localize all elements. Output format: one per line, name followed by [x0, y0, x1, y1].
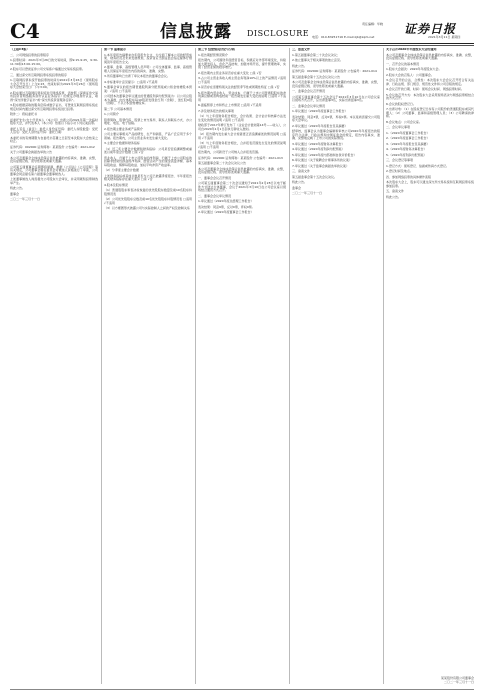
paragraph: 1.第五届董事会第二十次会议决议； — [292, 52, 340, 57]
column-heading: 三、备查文件 — [292, 48, 311, 51]
paragraph: 特此公告。 — [386, 194, 402, 199]
paragraph: 本公司及监事会全体成员保证信息披露的内容真实、准确、完整，没有虚假记载、误导性陈述或重大遗漏。 — [292, 80, 380, 88]
paragraph: 报告期内，公司新设子公司纳入合并报表范围。 — [198, 150, 262, 154]
footer-company: 某某股份有限公司董事会 — [440, 676, 474, 680]
masthead — [10, 20, 474, 42]
paragraph: 3.股东根据获取的服务密码或数字证书，可登录互联网投票系统在规定时间内通过深交所互联网投票系统进行投票。 — [10, 103, 98, 111]
column-separator — [289, 48, 290, 684]
paragraph: 7.出席对象：（1）在股权登记日持有公司股份的普通股股东或其代理人；（2）公司董事、监事和高级管理人员；（3）公司聘请的律师。 — [386, 107, 474, 118]
paragraph: 2.报告期主要业务或产品简介 — [104, 126, 143, 131]
paragraph: 本公司及董事会全体成员保证信息披露的内容真实、准确、完整，没有虚假记载、误导性陈述或重大遗漏。 — [198, 166, 286, 174]
text-columns — [10, 48, 474, 688]
paragraph: 5.会议的召开方式：本次股东大会采用现场表决与网络投票相结合的方式召开。 — [386, 92, 474, 100]
text-column — [10, 48, 98, 686]
paragraph: 8.会议地点：公司会议室。 — [386, 119, 422, 124]
paragraph: （2）报告期内发生重大会计差错更正需追溯重述的情况说明 □适用 √不适用 — [198, 132, 286, 140]
paragraph: 5.《2020年度利润分配预案》 — [386, 152, 427, 157]
paragraph: 5.董事会审议的报告期普通股利润分配预案或公积金转增股本预案：√适用 □不适用 — [104, 85, 192, 93]
paragraph: 一、董事会会议召开情况 — [198, 175, 232, 180]
text-column — [386, 48, 474, 686]
column-heading: 第三节 经营情况讨论与分析 — [198, 48, 236, 51]
paragraph: 2.股东通过互联网投票系统进行网络投票，需按照《深圳证券交易所投资者网络服务身份认证业务指引》的规定办理身份认证，取得“深交所数字证书”或“深交所投资者服务密码”。 — [10, 90, 98, 102]
masthead-rule-thin — [10, 45, 474, 46]
paragraph: 三、备查文件 — [292, 169, 311, 173]
paragraph: 关于公司董事会换届选举的公告 — [10, 150, 53, 154]
paragraph: 一、监事会会议召开情况 — [292, 89, 326, 93]
paragraph: 6.会议的股权登记日。 — [386, 101, 416, 106]
paragraph: 2.董事、监事、高级管理人员声明：公司全体董事、监事、高级管理人员保证年度报告内容的真实、准确、完整。 — [104, 65, 192, 73]
paragraph: 4.股本及股东情况 — [104, 182, 128, 187]
paragraph: 2.报告期内主营业务是否存在重大变化 □是 √否 — [198, 70, 262, 75]
paragraph: 第五届董事会第二十次会议决议公告 — [198, 161, 247, 165]
paragraph: 二〇二一年三月十一日 — [292, 191, 323, 195]
column-separator — [383, 48, 384, 684]
paragraph: 二、监事会会议审议情况 — [292, 103, 326, 108]
issue-date: 2021年3月11日 星期四 — [428, 35, 461, 39]
paragraph: 二、公司网络投票的投票程序 — [10, 52, 50, 57]
text-column — [104, 48, 192, 686]
footer-signoff: 二〇二一年三月十一日 — [443, 680, 474, 684]
paragraph: 1.股东大会届次：2020年年度股东大会。 — [386, 67, 442, 71]
paragraph: 3.占公司主营业务收入或主营业务利润10%以上的产品情况 √适用 □不适用 — [198, 76, 286, 84]
paragraph: 1.《2020年度董事会工作报告》 — [386, 130, 430, 135]
paragraph: 报告期内，公司围绕年度经营目标，积极应对外部环境变化，持续加大研发投入，优化产品结构，加强市场开拓，提升管理效率，实现了经营业绩的稳步增长。 — [198, 58, 286, 69]
paragraph: 3.审议通过《2020年度财务决算报告》 — [292, 141, 345, 146]
contact-line: 电话：010-83251716 E-mail:zjb@zqrb.net — [312, 35, 375, 39]
paragraph: 二、董事会会议审议情况 — [198, 193, 232, 198]
paragraph: 2.股东可以登录证券公司交易客户端通过交易系统投票。 — [10, 67, 85, 71]
paragraph: 董事会 — [10, 191, 20, 196]
paragraph: 上述董事候选人尚需提交公司股东大会审议，并采用累积投票制选举产生。 — [10, 177, 98, 185]
paragraph: 1.报告期经营情况简介 — [198, 52, 228, 57]
paragraph: 第五届监事会第十五次会议决议。 — [292, 174, 338, 179]
paragraph: 证券代码：002000 证券简称：某某股份 公告编号：2021-013 — [198, 155, 283, 160]
paragraph: 三、通过深交所互联网投票系统投票的程序 — [10, 72, 68, 77]
paragraph: 4.会议召开的日期、时间：现场会议时间、网络投票时间。 — [386, 87, 464, 91]
paragraph: （1）近三年主要会计数据和财务指标：公司是否需追溯调整或重述以前年度会计数据 □是 √否 — [104, 146, 192, 154]
paragraph: 委托人签名（盖章）：委托人身份证号码：委托人持股数量：受托人签名：受托人身份证号码：委托日期： — [10, 126, 98, 134]
paragraph: 经审核，监事会认为董事会编制和审核公司2020年年度报告的程序符合法律、行政法规和中国证监会的规定，报告内容真实、准确、完整地反映了上市公司的实际情况。 — [292, 129, 380, 140]
paragraph: 特此公告。 — [292, 180, 308, 184]
paragraph: 2.审议通过《2020年度董事会工作报告》 — [198, 210, 254, 214]
column-separator — [195, 48, 196, 684]
paragraph: 三、会议登记等事项 — [386, 158, 414, 162]
paragraph: 第五届监事会第十五次会议决议公告 — [292, 74, 341, 79]
column-separator — [101, 48, 102, 684]
paragraph: 上述财务指标或其加总数是否与公司已披露季度报告、半年度报告相关财务指标存在重大差异 □是 √否 — [104, 173, 192, 181]
paragraph: （3）以方框图形式披露公司与实际控制人之间的产权及控制关系 — [104, 206, 190, 210]
paragraph: 公司第五届董事会第二十次会议通知于2021年2月28日以电子邮件方式送达全体董事，会议于2021年3月10日在公司会议室以现场结合通讯方式召开。 — [198, 181, 286, 192]
paragraph: 1.本年度报告摘要来自年度报告全文，为全面了解本公司的经营成果、财务状况及未来发展规划，投资者应当到证监会指定媒体仔细阅读年度报告全文。 — [104, 52, 192, 64]
paragraph: 兹委托先生/女士代表本人（本公司）出席公司2021年第一次临时股东大会，并代表本人（本公司）依照以下指示对下列议案投票。 — [10, 117, 98, 125]
paragraph: 特此公告。 — [10, 186, 26, 190]
paragraph: 3.《2020年年度报告及其摘要》 — [386, 141, 430, 146]
paragraph: 二、会议审议事项 — [386, 125, 411, 129]
paragraph: 2.《2020年度监事会工作报告》 — [386, 136, 430, 140]
paragraph: 本公司及董事会全体成员保证信息披露的内容真实、准确、完整，没有虚假记载、误导性陈述或重大遗漏。 — [386, 52, 474, 60]
paragraph: 表决结果：同意9票，反对0票，弃权0票。 — [198, 204, 255, 209]
paragraph: （3）与上年度财务报告相比，合并报表范围发生变化的情况说明 √适用 □不适用 — [198, 141, 286, 149]
paragraph: （2）公司优先股股东总数及前10名优先股股东持股情况表 □适用 √不适用 — [104, 197, 192, 205]
paragraph: 监事会 — [292, 185, 302, 190]
paragraph: 1.登记方式：现场登记、信函或传真方式登记。 — [386, 163, 449, 168]
paragraph: （1）与上年度财务报告相比，会计政策、会计估计和核算方法发生变化的情况说明 √适用 □不适用 — [198, 114, 286, 122]
paragraph: 本委托书的有效期限为自委托书签署之日起至本次股东大会结束之时止。 — [10, 135, 98, 143]
paragraph: 4.是否存在需要特别关注的经营季节性或周期性特征 □是 √否 — [198, 85, 280, 89]
paragraph: 本公司及董事会全体成员保证信息披露的内容真实、准确、完整，没有虚假记载、误导性陈述或重大遗漏。 — [10, 155, 98, 163]
paragraph: 2.登记时间及地点。 — [386, 169, 413, 173]
newspaper-logo: 证券日报 — [404, 22, 457, 36]
paragraph: 5.审议通过《2020年度内部控制自我评价报告》 — [292, 152, 357, 157]
paragraph: 4.非标准审计意见提示：□适用 √不适用 — [104, 79, 158, 84]
bottom-rule — [10, 689, 474, 690]
column-heading: （上接C3版） — [10, 48, 30, 51]
paragraph: 一、召开会议的基本情况 — [386, 61, 420, 66]
footer — [346, 676, 474, 684]
paragraph: 3.所有董事均已出席了审议本报告的董事会会议。 — [104, 74, 170, 78]
paragraph: 7.审议通过《关于监事会换届选举的议案》 — [292, 163, 349, 168]
masthead-rule — [10, 43, 474, 44]
paragraph: 1.投票时间：2021年3月26日的交易时间，即9:15-9:25，9:30-11:30和13:00-15:00。 — [10, 58, 98, 66]
paragraph: 1.公司简介 — [104, 112, 119, 116]
paragraph: 6.面临暂停上市和终止上市情况 □适用 √不适用 — [198, 103, 262, 107]
paragraph: 公司经本次董事会审议通过的普通股利润分配预案为：以公司总股本为基数，向全体股东每10股派发现金红利（含税），送红股0股（含税），不以公积金转增股本。 — [104, 94, 192, 105]
paragraph: 4.《2020年度财务决算报告》 — [386, 147, 427, 151]
paragraph: 1.审议通过《2020年度监事会工作报告》 — [292, 109, 348, 113]
text-column — [198, 48, 286, 686]
paragraph: 表决结果：同意3票，反对0票，弃权0票。本议案尚需提交公司股东大会审议。 — [292, 114, 380, 122]
page-number: C4 — [10, 19, 40, 43]
paragraph: 3.会议召开的合法、合规性：本次股东大会会议召开符合有关法律、行政法规、部门规章、规范性文件和公司章程的规定。 — [386, 78, 474, 86]
paragraph: 特此公告。 — [292, 63, 308, 68]
paragraph: 第二节 公司基本情况 — [104, 106, 132, 111]
paragraph: 公司第五届监事会第十五次会议于2021年3月10日在公司会议室以现场方式召开，应出席监事3名，实际出席监事3名。 — [292, 94, 380, 102]
paragraph: （2）分季度主要会计数据 — [104, 168, 139, 172]
paragraph: 3.主要会计数据和财务指标 — [104, 141, 140, 145]
column-heading: 第一节 重要提示 — [104, 48, 127, 51]
paragraph: 6.审议通过《关于续聘会计师事务所的议案》 — [292, 158, 352, 162]
paragraph: 2.股东大会的召集人：公司董事会。 — [386, 72, 434, 77]
paragraph: 1.互联网投票系统开始投票的时间为2021年3月26日（现场股东大会召开当日）上午9:15，结束时间为2021年3月26日（现场股东大会结束当日）下午3:00。 — [10, 78, 98, 89]
paragraph: 四、参加网络投票的具体操作流程 — [386, 174, 432, 179]
paragraph: 股票简称、股票代码、股票上市交易所、联系人和联系方式、办公地址、电话、电子信箱。 — [104, 117, 192, 125]
section-title: 信息披露 — [160, 22, 232, 42]
paragraph: 7.涉及财务报告的相关事项 — [198, 108, 234, 113]
paragraph: （1）普通股股东和表决权恢复的优先股股东数量及前10名股东持股情况表 — [104, 188, 192, 196]
paragraph: 公司第五届董事会任期即将届满，根据《公司法》《公司章程》等有关规定，公司董事会提名委员会对候选人资格进行了审查，公司董事会同意提名第六届董事会董事候选人。 — [10, 164, 98, 176]
paragraph: 二〇二一年三月十一日 — [10, 197, 41, 201]
paragraph: 5.报告期内营业收入、营业成本、归属于上市公司普通股股东的净利润总额或者构成较前一报告期发生重大变化的说明 □适用 √不适用 — [198, 90, 286, 102]
paragraph: 附件二：授权委托书 — [10, 112, 38, 116]
paragraph: 公司主要从事相关产品的研发、生产和销售，产品广泛应用于多个领域。报告期内，公司主营业务未发生重大变化。 — [104, 132, 192, 140]
column-heading: 关于召开2020年年度股东大会的通知 — [386, 48, 437, 51]
section-title-en: DISCLOSURE — [247, 29, 310, 38]
paragraph: 营业收入、归属于上市公司股东的净利润、归属于上市公司股东的扣除非经常性损益的净利润、经营活动产生的现金流量净额、基本每股收益、稀释每股收益、加权平均净资产收益率。 — [104, 155, 192, 167]
paragraph: 本次股东大会上，股东可以通过深交所交易系统和互联网投票系统参加投票。 — [386, 180, 474, 188]
paragraph: 2.审议通过《2020年年度报告及其摘要》 — [292, 123, 348, 128]
paragraph: 2.独立董事关于相关事项的独立意见。 — [292, 58, 343, 62]
text-column — [292, 48, 380, 686]
paragraph: 证券代码：002000 证券简称：某某股份 公告编号：2021-014 — [292, 69, 377, 73]
paragraph: 证券代码：002000 证券简称：某某股份 公告编号：2021-012 — [10, 144, 95, 149]
paragraph: 4.审议通过《2020年度利润分配预案》 — [292, 147, 345, 151]
paragraph: 财政部于2017年修订发布了《企业会计准则第14号——收入》，公司自2020年1月1日起执行新收入准则。 — [198, 123, 286, 131]
paragraph: 1.审议通过《2020年度总经理工作报告》 — [198, 199, 254, 203]
paragraph: 五、备查文件 — [386, 189, 405, 193]
editor-credit: 责任编辑：毕晓 — [362, 22, 384, 26]
